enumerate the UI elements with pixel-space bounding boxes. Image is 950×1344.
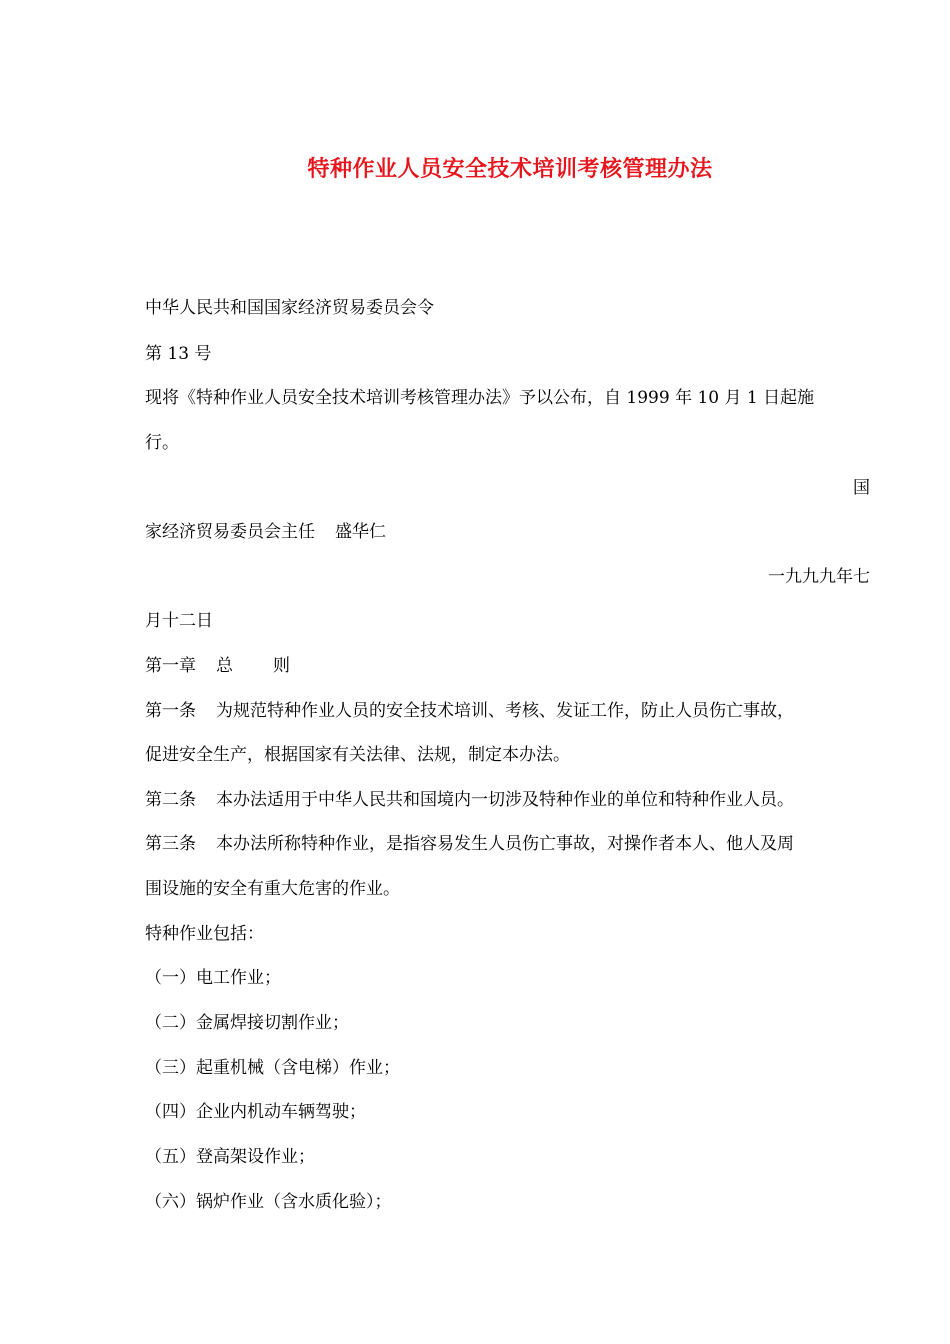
order-issuer: 中华人民共和国国家经济贸易委员会令	[145, 298, 434, 318]
announcement-line-1: 现将《特种作业人员安全技术培训考核管理办法》予以公布，自 1999 年 10 月 1 日起施	[145, 388, 815, 408]
announcement-line-2: 行。	[145, 433, 179, 453]
article-3-line-2: 围设施的安全有重大危害的作业。	[145, 879, 400, 899]
article-1-line-2: 促进安全生产，根据国家有关法律、法规，制定本办法。	[145, 745, 570, 765]
chapter-word-1: 总	[216, 656, 233, 676]
signer-line-2	[145, 520, 386, 544]
article-1-label: 第一条	[145, 701, 196, 721]
article-2	[145, 788, 794, 812]
list-item: （四）企业内机动车辆驾驶；	[145, 1102, 366, 1122]
signer-title: 家经济贸易委员会主任	[145, 522, 315, 542]
article-1-text: 为规范特种作业人员的安全技术培训、考核、发证工作，防止人员伤亡事故，	[216, 701, 794, 721]
chapter-heading	[145, 654, 290, 678]
list-item: （二）金属焊接切割作业；	[145, 1013, 349, 1033]
list-item: （六）锅炉作业（含水质化验）；	[145, 1192, 392, 1212]
order-number: 第 13 号	[145, 344, 212, 364]
article-2-label: 第二条	[145, 790, 196, 810]
includes-heading: 特种作业包括：	[145, 924, 264, 944]
document-title: 特种作业人员安全技术培训考核管理办法	[307, 156, 713, 182]
article-3-text: 本办法所称特种作业，是指容易发生人员伤亡事故，对操作者本人、他人及周	[216, 834, 794, 854]
article-3-line-1	[145, 832, 794, 856]
signer-name: 盛华仁	[335, 522, 386, 542]
article-3-label: 第三条	[145, 834, 196, 854]
list-item: （一）电工作业；	[145, 968, 281, 988]
date-line-1: 一九九九年七	[768, 567, 870, 587]
chapter-number: 第一章	[145, 656, 196, 676]
list-item: （三）起重机械（含电梯）作业；	[145, 1058, 400, 1078]
list-item: （五）登高架设作业；	[145, 1147, 315, 1167]
article-2-text: 本办法适用于中华人民共和国境内一切涉及特种作业的单位和特种作业人员。	[216, 790, 794, 810]
date-line-2: 月十二日	[145, 611, 213, 631]
article-1-line-1	[145, 699, 794, 723]
chapter-word-2: 则	[273, 656, 290, 676]
signer-line-1: 国	[853, 478, 870, 498]
